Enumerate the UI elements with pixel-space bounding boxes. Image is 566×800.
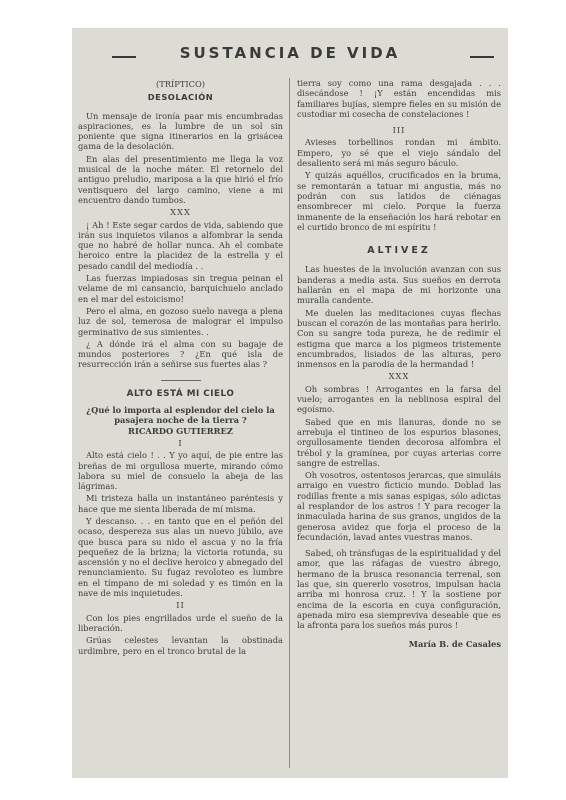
part-number: II: [176, 600, 185, 611]
separator: XXX: [170, 207, 191, 218]
left-column: [78, 76, 283, 766]
ornament-divider: [161, 380, 201, 381]
paragraph: Oh vosotros, ostentosos jerarcas, que simuláis arraigo en vuestro ficticio mundo. Doblad las rodillas frente a mis sanas espigas, sólo adictas al resplandor de los astros ! Y para recoger la inmaculada harina de sus granos, ungidos de la generosa avidez que forja el proceso de la fecundación, lavad antes vuestras manos.: [297, 470, 501, 542]
paragraph: Y descanso. . . en tanto que en el peñón del ocaso, despereza sus alas un nuevo júbilo, ave que busca para su nido el ascua y no la fría pequeñez de la brizna; la victoria rotunda, su ascensión y no el declive heroico y abnegado del renunciamiento. Su fugaz revoloteo es lumbre en el tímpano de mi soledad y es timón en la nave de mis inquietudes.: [78, 515, 283, 599]
paragraph: ¡ Ah ! Este segar cardos de vida, sabiendo que irán sus inquietos vilanos a alfombrar la senda que no habré de hollar nunca. Ah el combate heroico entre la placidez de la estrella y el pesado candil del mediodía . .: [78, 219, 283, 271]
page-header: [72, 42, 508, 70]
header-rule-right: [470, 56, 494, 58]
epigraph-author: RICARDO GUTIERREZ: [128, 425, 233, 436]
right-column: [297, 78, 501, 778]
paragraph: Sabed que en mis llanuras, donde no se arrebuja el tintineo de los espurios blasones, orgullosamente tienden decorosa alfombra el trébol y la gramínea, por cuyas arterias corre sangre de estrellas.: [297, 416, 501, 468]
section-heading: ALTO ESTÁ MI CIELO: [126, 388, 235, 399]
part-number: I: [178, 437, 183, 448]
paragraph: Alto está cielo ! . . Y yo aquí, de pie entre las breñas de mi orgullosa muerte, mirando cómo labora su miel de consuelo la abeja de las lágrimas.: [78, 450, 283, 492]
paragraph: Sabed, oh tránsfugas de la espiritualidad y del amor, que las ráfagas de vuestro ábrego, hermano de la brusca resonancia terrenal, son las que, sin quererlo vosotros, impulsan hacia arriba mi honrosa cruz. ! Y la sostiene por encima de la escoria en cuya configuración, apenada miro esa siempreviva deseable que es la afronta para los sueños más puros !: [297, 548, 501, 631]
paragraph: Pero el alma, en gozoso suelo navega a plena luz de sol, temerosa de malograr el impulso germinativo de sus simientes. .: [78, 305, 283, 337]
page-title: SUSTANCIA DE VIDA: [179, 44, 401, 62]
paragraph: tierra soy como una rama desgajada . . . disecándose ! ¡Y están encendidas mis familiares bujías, siempre fieles en su misión de custodiar mi cosecha de constelaciones !: [297, 78, 501, 119]
section-heading: DESOLACIÓN: [147, 92, 214, 103]
paragraph: Las fuerzas impiadosas sin tregua peinan el velame de mi cansancio, barquichuelo anclado en el mar del estoicismo!: [78, 273, 283, 304]
newspaper-page: [72, 28, 508, 778]
epigraph: ¿Qué lo importa al esplendor del cielo la pasajera noche de la tierra ?: [86, 405, 275, 426]
author-signature: María B. de Casales: [408, 638, 501, 649]
paragraph: Las huestes de la involución avanzan con sus banderas a media asta. Sus sueños en derrota hallarán en el mapa de mi horizonte una muralla candente.: [297, 264, 501, 306]
paragraph: En alas del presentimiento me llega la voz musical de la noche máter. El retornelo del antiguo preludio, mariposa a la que hirió el frío ventisquero del largo camino, viene a mi encuentro dando tumbos.: [78, 153, 283, 205]
paragraph: Con los pies engrillados urde el sueño de la liberación.: [78, 612, 283, 633]
part-number: III: [392, 125, 406, 136]
paragraph: Y quizás aquéllos, crucificados en la bruma, se remontarán a tatuar mi angustia, más no podrán con sus latidos de ciénagas ensombrecer mi cielo. Porque la fuerza inmanente de la enseñación los hará rebotar en el curtido bronco de mi espíritu !: [297, 170, 501, 232]
paragraph: Avieses torbellinos rondan mi ámbito. Empero, yo sé que el viejo sándalo del desaliento será mi más seguro báculo.: [297, 137, 501, 169]
paragraph: Un mensaje de ironía paar mis encumbradas aspiraciones, es la lumbre de un sol sin poniente que signa itinerarios en la grisácea gama de la desolación.: [78, 110, 283, 152]
section-kicker: (TRÍPTICO): [155, 79, 206, 89]
section-heading: ALTIVEZ: [367, 245, 431, 257]
paragraph: ¿ A dónde irá el alma con su bagaje de mundos posteriores ? ¿En qué isla de resurrección irán a señirse sus fuertes alas ?: [78, 338, 283, 370]
paragraph: Oh sombras ! Arrogantes en la farsa del vuelo; arrogantes en la neblinosa espiral del egoísmo.: [297, 383, 501, 415]
paragraph: Grúas celestes levantan la obstinada urdimbre, pero en el tronco brutal de la: [78, 635, 283, 656]
column-rule: [289, 78, 290, 768]
paragraph: Mi tristeza halla un instantáneo paréntesis y hace que me sienta liberada de mí misma.: [78, 493, 283, 514]
separator: XXX: [388, 371, 410, 382]
paragraph: Me duelen las meditaciones cuyas flechas buscan el corazón de las montañas para herirlo. Con su sangre toda pureza, he de redimir el estigma que marca a los pigmeos tristemente encumbrados, lisiados de las alturas, pero inmensos en la parodia de la hermandad !: [297, 307, 501, 370]
